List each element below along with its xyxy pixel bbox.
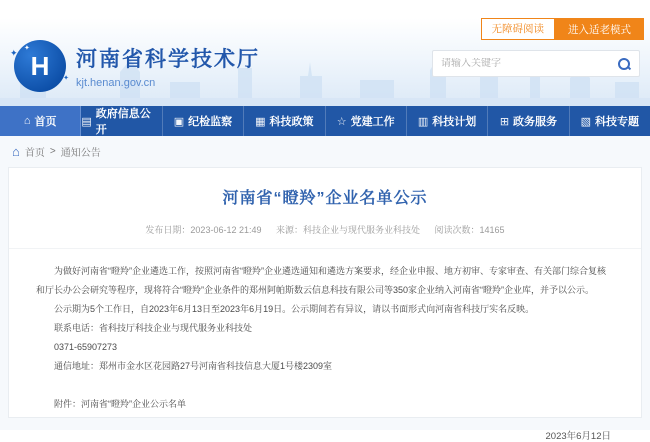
view-count: 阅读次数：14165 xyxy=(434,225,505,235)
main-nav xyxy=(0,106,650,136)
site-name: 河南省科学技术厅 xyxy=(76,48,260,71)
logo-star-icon: ✦ xyxy=(63,75,69,82)
site-search xyxy=(432,50,640,77)
breadcrumb-current: 通知公告 xyxy=(60,147,101,159)
article-container xyxy=(8,167,642,442)
party-star-icon: ☆ xyxy=(336,115,347,128)
article-meta xyxy=(9,223,641,249)
policy-icon: ▦ xyxy=(255,115,266,128)
site-logo-block[interactable] xyxy=(10,40,260,92)
article-body xyxy=(9,249,641,414)
breadcrumb-home-link[interactable]: 首页 xyxy=(24,147,45,159)
nav-item-label: 首页 xyxy=(34,116,57,128)
nav-item-label: 政务服务 xyxy=(513,116,558,128)
nav-item-plans[interactable] xyxy=(407,106,488,136)
nav-item-label: 党建工作 xyxy=(350,116,395,128)
site-logo-icon xyxy=(10,40,69,92)
nav-item-policy[interactable] xyxy=(244,106,325,136)
site-header xyxy=(0,18,650,106)
article-title: 河南省“瞪羚”企业名单公示 xyxy=(222,190,428,207)
search-icon[interactable] xyxy=(617,57,631,71)
nav-item-inspection[interactable] xyxy=(163,106,244,136)
logo-star-icon: ✦ xyxy=(10,48,18,58)
elderly-mode-button[interactable]: 进入适老模式 xyxy=(555,18,644,40)
article-paragraph: 为做好河南省“瞪羚”企业遴选工作，按照河南省“瞪羚”企业遴选通知和遴选方案要求，经企业申报、地方初审、专家审查、有关部门综合复核和厅长办公会研究等程序，现将符合“瞪羚”企业条件的郑州阿帕斯数云信息科技有限公司等350家企业纳入河南省“瞪羚”企业库，并予以公示。 xyxy=(36,266,606,295)
nav-item-info-disclosure[interactable] xyxy=(81,106,162,136)
nav-item-label: 科技专题 xyxy=(595,116,640,128)
breadcrumb-separator: > xyxy=(49,145,56,157)
page-body xyxy=(0,136,650,442)
contact-line: 联系电话：省科技厅科技企业与现代服务业科技处 xyxy=(54,323,253,333)
nav-item-label: 科技计划 xyxy=(432,116,477,128)
nav-item-label: 纪检监察 xyxy=(188,116,233,128)
phone-number: 0371-65907273 xyxy=(54,342,118,352)
nav-item-label: 科技政策 xyxy=(269,116,314,128)
document-date: 2023年6月12日 xyxy=(545,431,611,442)
attachment-line xyxy=(36,395,614,414)
article-paragraph: 公示期为5个工作日，自2023年6月13日至2023年6月19日。公示期间若有异议，请以书面形式向河南省科技厅实名反映。 xyxy=(54,304,535,314)
services-icon: ⊞ xyxy=(499,115,510,128)
nav-item-party-building[interactable] xyxy=(326,106,407,136)
nav-item-home[interactable] xyxy=(0,106,81,136)
address-line: 通信地址：郑州市金水区花园路27号河南省科技信息大厦1号楼2309室 xyxy=(54,361,333,371)
logo-letter: H xyxy=(30,50,50,81)
home-icon[interactable]: ⌂ xyxy=(12,143,20,159)
nav-item-services[interactable] xyxy=(488,106,569,136)
home-icon: ⌂ xyxy=(23,115,31,127)
site-url: kjt.henan.gov.cn xyxy=(76,77,156,89)
topics-icon: ▧ xyxy=(580,115,592,128)
nav-item-topics[interactable] xyxy=(570,106,650,136)
attachment-label: 附件： xyxy=(54,399,82,409)
inspection-icon: ▣ xyxy=(173,115,185,128)
accessibility-reading-button[interactable]: 无障碍阅读 xyxy=(481,18,556,40)
nav-item-label: 政府信息公开 xyxy=(95,108,151,136)
site-title-block xyxy=(76,43,260,89)
article-source: 来源：科技企业与现代服务业科技处 xyxy=(276,225,421,235)
publish-date: 发布日期：2023-06-12 21:49 xyxy=(145,225,262,235)
plan-icon: ▥ xyxy=(417,115,429,128)
top-action-bar xyxy=(481,18,645,40)
attachment-link[interactable]: 河南省“瞪羚”企业公示名单 xyxy=(81,399,187,409)
search-input[interactable] xyxy=(441,58,617,69)
info-disclosure-icon: ▤ xyxy=(81,115,92,128)
breadcrumb xyxy=(0,136,650,166)
logo-star-icon: ✦ xyxy=(24,45,30,52)
